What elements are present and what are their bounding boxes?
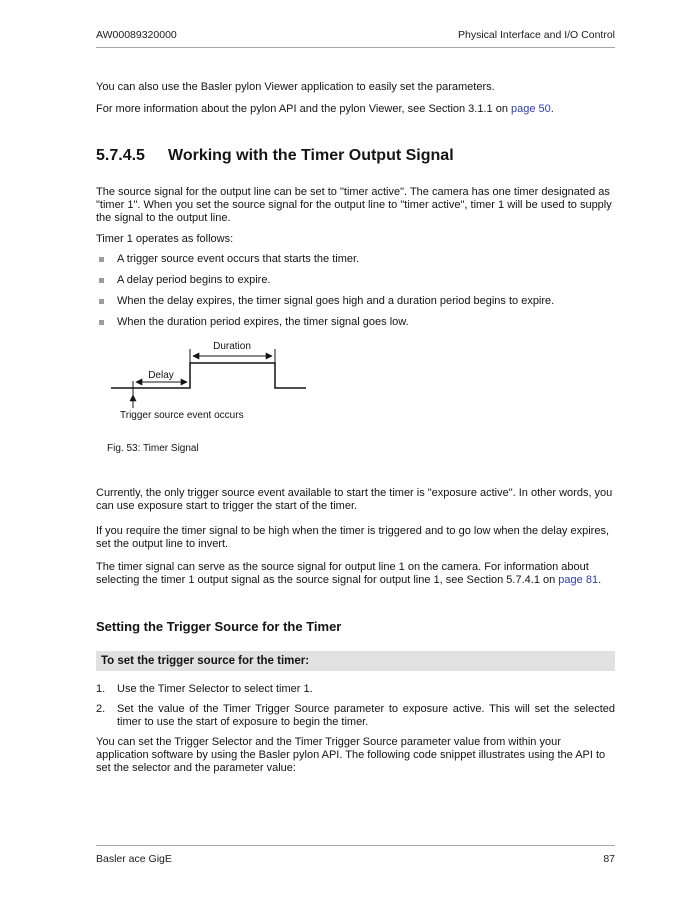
page-content [96,0,615,775]
page-50-link[interactable]: page 50 [511,103,551,115]
list-item-text: When the delay expires, the timer signal goes high and a duration period begins to expire. [117,295,555,307]
duration-label: Duration [213,341,251,352]
timer-signal-diagram [103,337,333,422]
list-item [96,274,615,287]
after-figure-paragraph-2: If you require the timer signal to be high when the timer is triggered and to go low when the delay expires, set the output line to invert. [96,525,610,550]
body-paragraph-1: The source signal for the output line can be set to "timer active". The camera has one timer designated as "timer 1". When you set the source signal for the output line to "timer active", timer 1 will be used to supply the signal to the output line. [96,186,612,224]
after-figure-paragraph-3 [96,561,615,587]
instruction-bar: To set the trigger source for the timer: [96,651,615,671]
after-figure-paragraph-3-period: . [598,574,602,586]
intro-paragraph-2-period: . [550,103,554,115]
section-number: 5.7.4.5 [96,147,145,164]
intro-paragraph-2 [96,103,615,116]
step-number: 1. [96,683,106,695]
intro-paragraph-2-text: For more information about the pylon API and the pylon Viewer, see Section 3.1.1 on [96,103,511,115]
section-title: Working with the Timer Output Signal [168,147,454,164]
step-text: Use the Timer Selector to select timer 1. [117,683,313,695]
step-item [96,703,615,729]
square-bullet-icon [99,278,104,283]
body-paragraph-2: Timer 1 operates as follows: [96,233,234,245]
timer-operation-list [96,253,615,329]
footer-page-number: 87 [603,853,615,865]
figure-caption: Fig. 53: Timer Signal [107,443,199,454]
list-item-text: A trigger source event occurs that starts the timer. [117,253,360,265]
timer-signal-figure [103,337,615,455]
list-item-text: When the duration period expires, the timer signal goes low. [117,316,409,328]
footer-product-name: Basler ace GigE [96,853,172,865]
page-footer [96,845,615,865]
trigger-event-label: Trigger source event occurs [120,410,244,421]
after-figure-paragraph-1: Currently, the only trigger source event available to start the timer is "exposure active". In other words, you can use exposure start to trigger the start of the timer. [96,487,613,512]
page-81-link[interactable]: page 81 [558,574,599,586]
step-item [96,683,615,696]
api-code-intro-paragraph: You can set the Trigger Selector and the Timer Trigger Source parameter value from within your application software by using the Basler pylon API. The following code snippet illustrates using the API to set the selector and the parameter value: [96,736,606,774]
step-text: Set the value of the Timer Trigger Source parameter to exposure active. This will set the selected timer to use the start of exposure to begin the timer. [117,703,615,728]
list-item [96,295,615,308]
square-bullet-icon [99,257,104,262]
delay-label: Delay [148,370,174,381]
setting-trigger-source-heading: Setting the Trigger Source for the Timer [96,619,342,634]
square-bullet-icon [99,299,104,304]
list-item-text: A delay period begins to expire. [117,274,271,286]
after-figure-paragraph-3-text: The timer signal can serve as the source signal for output line 1 on the camera. For information about selecting the timer 1 output signal as the source signal for output line 1, see Section 5.7.4.1 on [96,561,589,586]
list-item [96,316,615,329]
signal-waveform [111,363,306,388]
step-number: 2. [96,703,106,715]
square-bullet-icon [99,320,104,325]
intro-paragraph-1: You can also use the Basler pylon Viewer application to easily set the parameters. [96,81,495,93]
header-doc-id: AW00089320000 [96,29,177,41]
header-chapter-title: Physical Interface and I/O Control [458,29,615,41]
section-heading [96,146,615,165]
steps-list [96,683,615,729]
list-item [96,253,615,266]
